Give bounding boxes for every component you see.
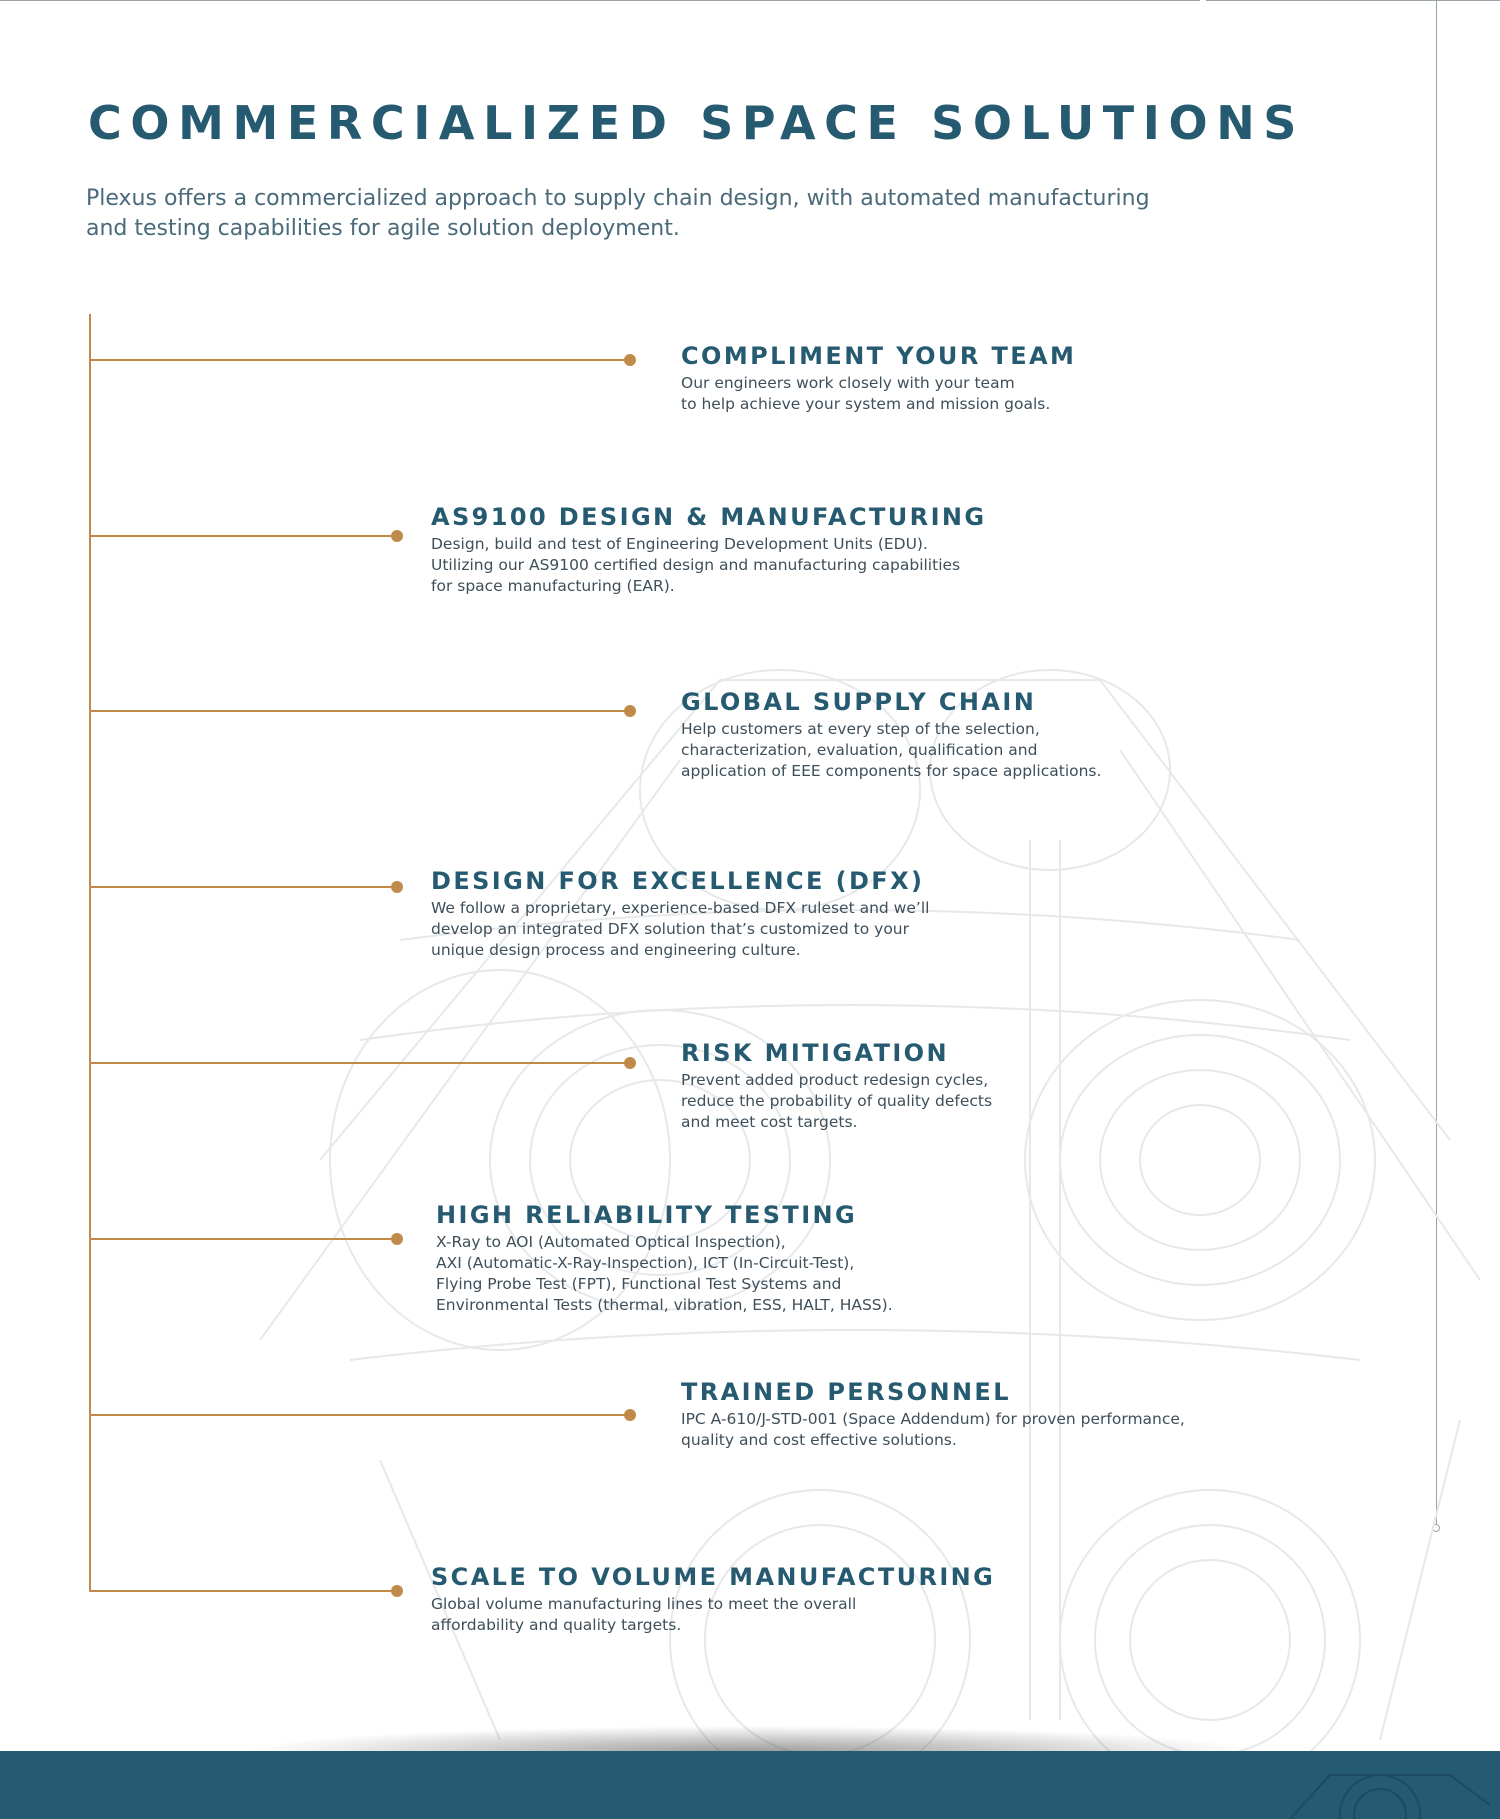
timeline-branch-line	[89, 886, 391, 888]
item-body: We follow a proprietary, experience-based DFX ruleset and we’ll develop an integrated DFX solution that’s customized to your unique design process and engineering culture.	[431, 899, 930, 959]
top-rule	[0, 0, 1500, 1]
timeline-branch-line	[89, 710, 625, 712]
timeline-item-as9100-design-manufacturing	[431, 502, 1131, 597]
timeline-item-high-reliability-testing	[436, 1200, 1136, 1316]
timeline-item-risk-mitigation	[681, 1038, 1381, 1133]
timeline-node-dot	[624, 1409, 636, 1421]
item-heading: DESIGN FOR EXCELLENCE (DFX)	[431, 867, 925, 895]
footer-decorative-graphic	[1150, 1755, 1490, 1819]
timeline-branch-line	[89, 1238, 391, 1240]
timeline-item-trained-personnel	[681, 1377, 1381, 1451]
item-body: X-Ray to AOI (Automated Optical Inspection), AXI (Automatic-X-Ray-Inspection), ICT (In-Circuit-Test), Flying Probe Test (FPT), Functional Test Systems and Environmental Tests (thermal, vibration, ESS, HALT, HASS).	[436, 1233, 893, 1314]
item-heading: TRAINED PERSONNEL	[681, 1378, 1011, 1406]
item-body: IPC A-610/J-STD-001 (Space Addendum) for proven performance, quality and cost effective solutions.	[681, 1410, 1185, 1449]
timeline-item-global-supply-chain	[681, 687, 1381, 782]
item-body: Global volume manufacturing lines to meet the overall affordability and quality targets.	[431, 1595, 857, 1634]
timeline-node-dot	[391, 881, 403, 893]
timeline-node-dot	[391, 1233, 403, 1245]
timeline-item-compliment-your-team	[681, 341, 1381, 415]
timeline-node-dot	[391, 1585, 403, 1597]
item-body: Prevent added product redesign cycles, reduce the probability of quality defects and meet cost targets.	[681, 1071, 993, 1131]
timeline-node-dot	[624, 1057, 636, 1069]
item-body: Help customers at every step of the selection, characterization, evaluation, qualification and application of EEE components for space applications.	[681, 720, 1102, 780]
timeline-branch-line	[89, 359, 625, 361]
timeline-node-dot	[624, 354, 636, 366]
timeline-node-dot	[391, 530, 403, 542]
item-heading: SCALE TO VOLUME MANUFACTURING	[431, 1563, 996, 1591]
timeline-branch-line	[89, 535, 391, 537]
timeline-item-design-for-excellence	[431, 866, 1131, 961]
footer-shadow	[0, 1690, 1500, 1752]
item-heading: COMPLIMENT YOUR TEAM	[681, 342, 1077, 370]
page-title: COMMERCIALIZED SPACE SOLUTIONS	[88, 96, 1306, 150]
timeline-branch-line	[89, 1414, 625, 1416]
item-heading: HIGH RELIABILITY TESTING	[436, 1201, 858, 1229]
timeline-node-dot	[624, 705, 636, 717]
item-body: Design, build and test of Engineering Development Units (EDU). Utilizing our AS9100 certified design and manufacturing capabilities for space manufacturing (EAR).	[431, 535, 961, 595]
top-rule-gap	[1200, 0, 1206, 2]
intro-paragraph: Plexus offers a commercialized approach to supply chain design, with automated manufacturing and testing capabilities for agile solution deployment.	[86, 186, 1150, 241]
timeline-spine	[89, 314, 91, 1592]
timeline-branch-line	[89, 1590, 391, 1592]
item-heading: AS9100 DESIGN & MANUFACTURING	[431, 503, 987, 531]
item-heading: RISK MITIGATION	[681, 1039, 949, 1067]
item-heading: GLOBAL SUPPLY CHAIN	[681, 688, 1037, 716]
timeline-item-scale-to-volume-manufacturing	[431, 1562, 1131, 1636]
item-body: Our engineers work closely with your team to help achieve your system and mission goals.	[681, 374, 1051, 413]
timeline-branch-line	[89, 1062, 625, 1064]
